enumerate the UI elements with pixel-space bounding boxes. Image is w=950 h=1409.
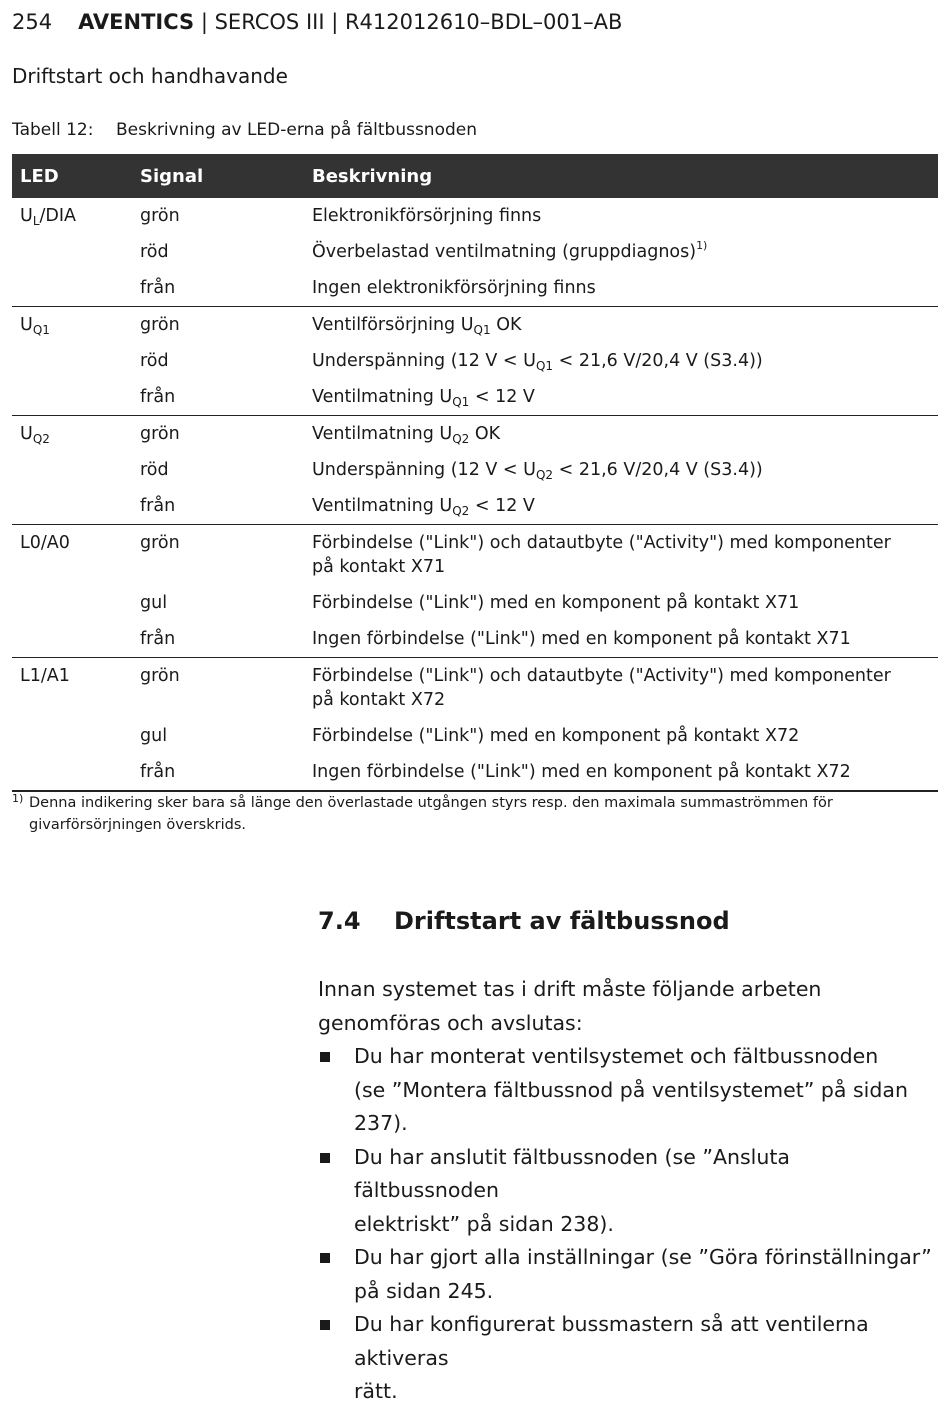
footnote-text: Denna indikering sker bara så länge den överlastade utgången styrs resp. den maximala summaströmmen för givarförsörjningen överskrids. — [29, 795, 833, 833]
signal-cell: från — [132, 621, 304, 658]
table-row — [12, 658, 938, 719]
table-caption — [12, 120, 477, 140]
signal-cell: grön — [140, 666, 180, 686]
signal-cell: från — [132, 379, 304, 416]
document-id: | SERCOS III | R412012610–BDL–001–AB — [194, 10, 623, 34]
table-row — [12, 718, 938, 754]
table-number: Tabell 12: — [12, 120, 94, 140]
signal-cell: röd — [140, 242, 169, 262]
description-cell: Överbelastad ventilmatning (gruppdiagnos)$^{1)}$ — [312, 239, 708, 262]
description-cell: Förbindelse ("Link") och datautbyte ("Activity") med komponenter på kontakt X71 — [312, 533, 891, 577]
signal-cell: från — [132, 754, 304, 791]
subsection-body — [318, 973, 938, 1409]
signal-cell: röd — [140, 351, 169, 371]
page-header — [12, 10, 622, 34]
signal-cell: grön — [140, 206, 180, 226]
description-cell: Förbindelse ("Link") med en komponent på kontakt X72 — [312, 726, 800, 746]
led-cell: $U_{Q2}$ — [20, 424, 50, 446]
signal-cell: från — [132, 270, 304, 307]
led-cell: $U_L$/DIA — [20, 206, 77, 228]
description-cell: Underspänning (12 $V < U_{Q1} < 21,6$ V/20,4 V (S3.4)) — [312, 351, 763, 373]
brand-name: AVENTICS — [78, 10, 195, 34]
square-bullet-icon — [320, 1052, 330, 1062]
table-row — [12, 754, 938, 791]
table-row — [12, 525, 938, 586]
led-cell: $U_{Q1}$ — [20, 315, 50, 337]
signal-cell: gul — [140, 593, 168, 613]
table-footnote — [12, 792, 912, 836]
description-cell: Förbindelse ("Link") med en komponent på kontakt X71 — [312, 593, 800, 613]
table-row — [12, 343, 938, 379]
table-row — [12, 621, 938, 658]
table-title: Beskrivning av LED-erna på fältbussnoden — [116, 120, 478, 140]
list-item: Du har konfigurerat bussmastern så att ventilerna aktiveras rätt. — [318, 1308, 938, 1409]
description-cell: Ventilmatning $U_{Q2} < 12$ V — [304, 488, 938, 525]
signal-cell: röd — [140, 460, 169, 480]
table-row — [12, 198, 938, 234]
page-number: 254 — [12, 10, 53, 34]
table-row — [12, 585, 938, 621]
description-cell: Ingen elektronikförsörjning finns — [304, 270, 938, 307]
description-cell: Ingen förbindelse ("Link") med en komponent på kontakt X71 — [304, 621, 938, 658]
signal-cell: gul — [140, 726, 168, 746]
table-row — [12, 452, 938, 488]
description-cell: Ventilmatning $U_{Q2}$ OK — [312, 424, 501, 446]
led-table — [12, 154, 938, 792]
table-header-row — [12, 154, 938, 198]
signal-cell: grön — [140, 533, 180, 553]
table-row — [12, 307, 938, 344]
list-item: Du har anslutit fältbussnoden (se ”Ansluta fältbussnoden elektriskt” på sidan 238). — [318, 1141, 938, 1242]
table-row — [12, 270, 938, 307]
subsection-number: 7.4 — [318, 907, 361, 935]
subsection-heading — [318, 907, 730, 935]
description-cell: Elektronikförsörjning finns — [312, 206, 542, 226]
table-row — [12, 416, 938, 453]
description-cell: Underspänning (12 $V < U_{Q2} < 21,6$ V/20,4 V (S3.4)) — [312, 460, 763, 482]
list-item: Du har monterat ventilsystemet och fältbussnoden (se ”Montera fältbussnod på ventilsystemet” på sidan 237). — [318, 1040, 938, 1141]
table-row — [12, 234, 938, 270]
list-item: Du har gjort alla inställningar (se ”Göra förinställningar” på sidan 245. — [318, 1241, 938, 1308]
column-header-description: Beskrivning — [304, 154, 938, 198]
column-header-led: LED — [12, 154, 132, 198]
intro-paragraph: Innan systemet tas i drift måste följande arbeten genomföras och avslutas: — [318, 977, 822, 1035]
description-cell: Ingen förbindelse ("Link") med en komponent på kontakt X72 — [304, 754, 938, 791]
column-header-signal: Signal — [132, 154, 304, 198]
footnote-reference: 1) — [696, 239, 708, 252]
table-row — [12, 379, 938, 416]
description-cell: Ventilmatning $U_{Q1} < 12$ V — [304, 379, 938, 416]
square-bullet-icon — [320, 1153, 330, 1163]
table-row — [12, 488, 938, 525]
square-bullet-icon — [320, 1253, 330, 1263]
description-cell: Förbindelse ("Link") och datautbyte ("Activity") med komponenter på kontakt X72 — [312, 666, 891, 710]
signal-cell: grön — [140, 315, 180, 335]
signal-cell: grön — [140, 424, 180, 444]
signal-cell: från — [132, 488, 304, 525]
subsection-title: Driftstart av fältbussnod — [394, 907, 730, 935]
square-bullet-icon — [320, 1320, 330, 1330]
requirement-list — [318, 1040, 938, 1409]
led-cell: L1/A1 — [20, 666, 70, 686]
chapter-title: Driftstart och handhavande — [12, 64, 288, 88]
led-cell: L0/A0 — [20, 533, 70, 553]
description-cell: Ventilförsörjning $U_{Q1}$ OK — [312, 315, 522, 337]
footnote-mark: 1) — [12, 792, 24, 805]
